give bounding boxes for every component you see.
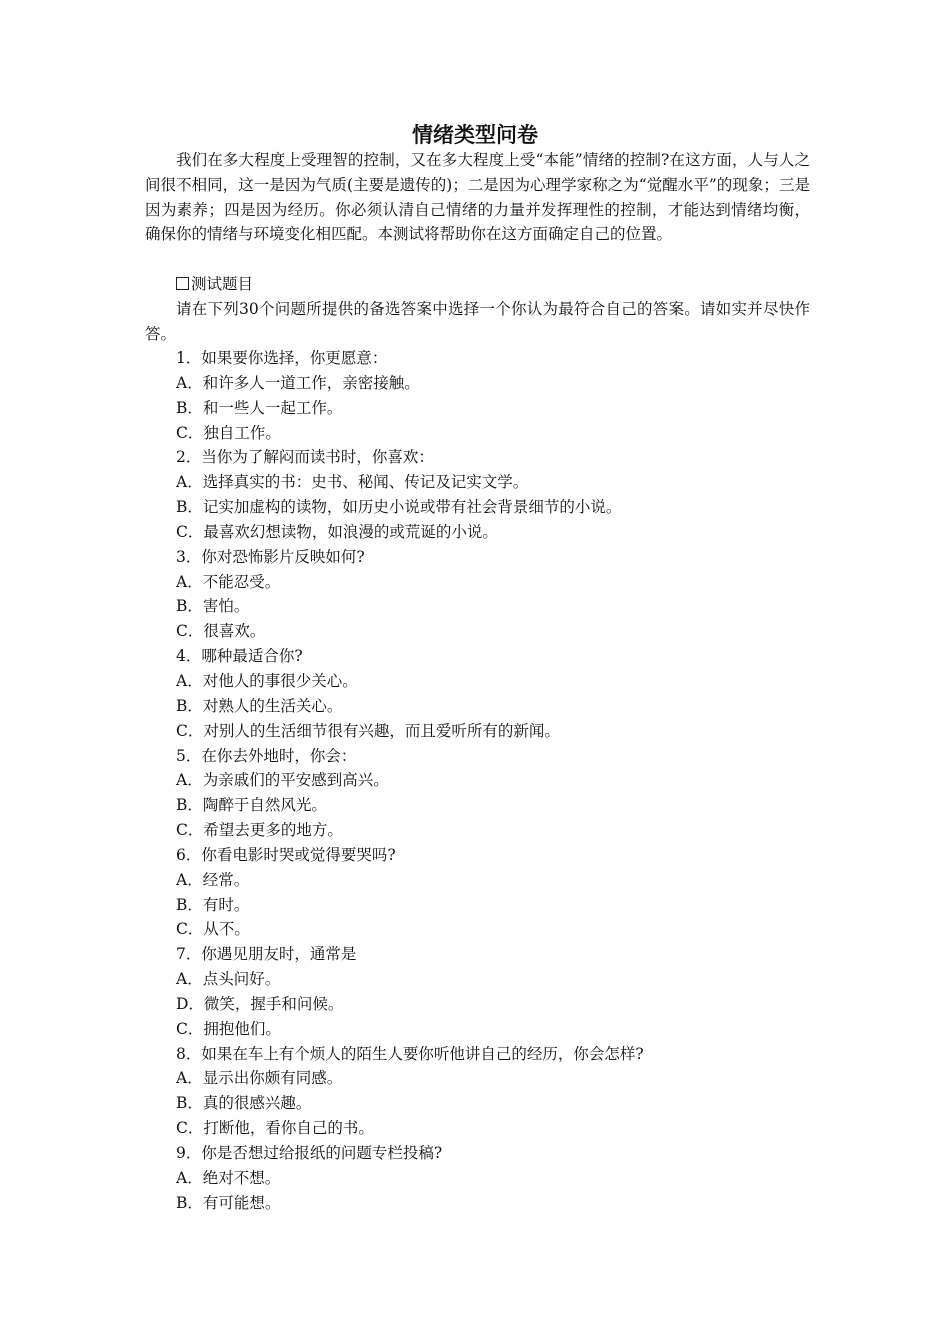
checkbox-square-icon bbox=[176, 277, 189, 290]
question-text: 5．在你去外地时，你会： bbox=[176, 746, 357, 765]
question-text: 7．你遇见朋友时，通常是 bbox=[176, 945, 357, 964]
section-heading-text: 测试题目 bbox=[191, 275, 254, 293]
question-text: 4．哪种最适合你? bbox=[176, 647, 303, 666]
answer-option: D．微笑，握手和问候。 bbox=[176, 994, 344, 1013]
answer-option: C．拥抱他们。 bbox=[176, 1019, 281, 1038]
question-text: 1．如果要你选择，你更愿意： bbox=[176, 349, 388, 367]
document-title: 情绪类型问卷 bbox=[412, 123, 538, 147]
answer-option: B．记实加虚构的读物，如历史小说或带有社会背景细节的小说。 bbox=[176, 498, 622, 517]
question-text: 2．当你为了解闷而读书时，你喜欢： bbox=[176, 448, 434, 467]
answer-option: B．和一些人一起工作。 bbox=[176, 398, 343, 417]
answer-option: C．从不。 bbox=[176, 920, 250, 939]
answer-option: C．很喜欢。 bbox=[176, 622, 266, 641]
answer-option: C．打断他，看你自己的书。 bbox=[176, 1119, 374, 1138]
answer-option: A．不能忍受。 bbox=[176, 572, 281, 591]
answer-option: A．对他人的事很少关心。 bbox=[176, 671, 358, 690]
answer-option: A．经常。 bbox=[176, 870, 250, 889]
question-text: 3．你对恐怖影片反映如何? bbox=[176, 547, 365, 566]
answer-option: A．绝对不想。 bbox=[176, 1168, 281, 1187]
answer-option: A．选择真实的书：史书、秘闻、传记及记实文学。 bbox=[176, 473, 529, 492]
answer-option: B．害怕。 bbox=[176, 597, 250, 616]
answer-option: B．陶醉于自然风光。 bbox=[176, 796, 327, 815]
answer-option: B．有时。 bbox=[176, 895, 250, 914]
answer-option: C．希望去更多的地方。 bbox=[176, 821, 343, 840]
answer-option: B．对熟人的生活关心。 bbox=[176, 696, 343, 715]
question-text: 8．如果在车上有个烦人的陌生人要你听他讲自己的经历，你会怎样? bbox=[176, 1044, 644, 1063]
answer-option: A．和许多人一道工作，亲密接触。 bbox=[176, 373, 420, 392]
answer-option: C．独自工作。 bbox=[176, 423, 281, 442]
question-text: 6．你看电影时哭或觉得要哭吗? bbox=[176, 845, 396, 864]
answer-option: C．对别人的生活细节很有兴趣，而且爱听所有的新闻。 bbox=[176, 721, 560, 740]
answer-option: B．有可能想。 bbox=[176, 1193, 281, 1212]
answer-option: C．最喜欢幻想读物，如浪漫的或荒诞的小说。 bbox=[176, 522, 498, 541]
question-list bbox=[176, 346, 810, 1216]
question-text: 9．你是否想过给报纸的问题专栏投稿? bbox=[176, 1144, 443, 1162]
section-heading bbox=[176, 272, 253, 297]
answer-option: A．点头问好。 bbox=[176, 970, 281, 989]
answer-option: A．显示出你颇有同感。 bbox=[176, 1069, 343, 1088]
instructions-paragraph: 请在下列30个问题所提供的备选答案中选择一个你认为最符合自己的答案。请如实并尽快作答。 bbox=[145, 300, 810, 343]
answer-option: A．为亲戚们的平安感到高兴。 bbox=[176, 771, 389, 790]
answer-option: B．真的很感兴趣。 bbox=[176, 1094, 312, 1113]
intro-paragraph: 我们在多大程度上受理智的控制，又在多大程度上受“本能”情绪的控制?在这方面，人与人之间很不相同，这一是因为气质(主要是遗传的)；二是因为心理学家称之为“觉醒水平”的现象；三是因为素养；四是因为经历。你必须认清自己情绪的力量并发挥理性的控制，才能达到情绪均衡，确保你的情绪与环境变化相匹配。本测试将帮助你在这方面确定自己的位置。 bbox=[145, 151, 810, 244]
